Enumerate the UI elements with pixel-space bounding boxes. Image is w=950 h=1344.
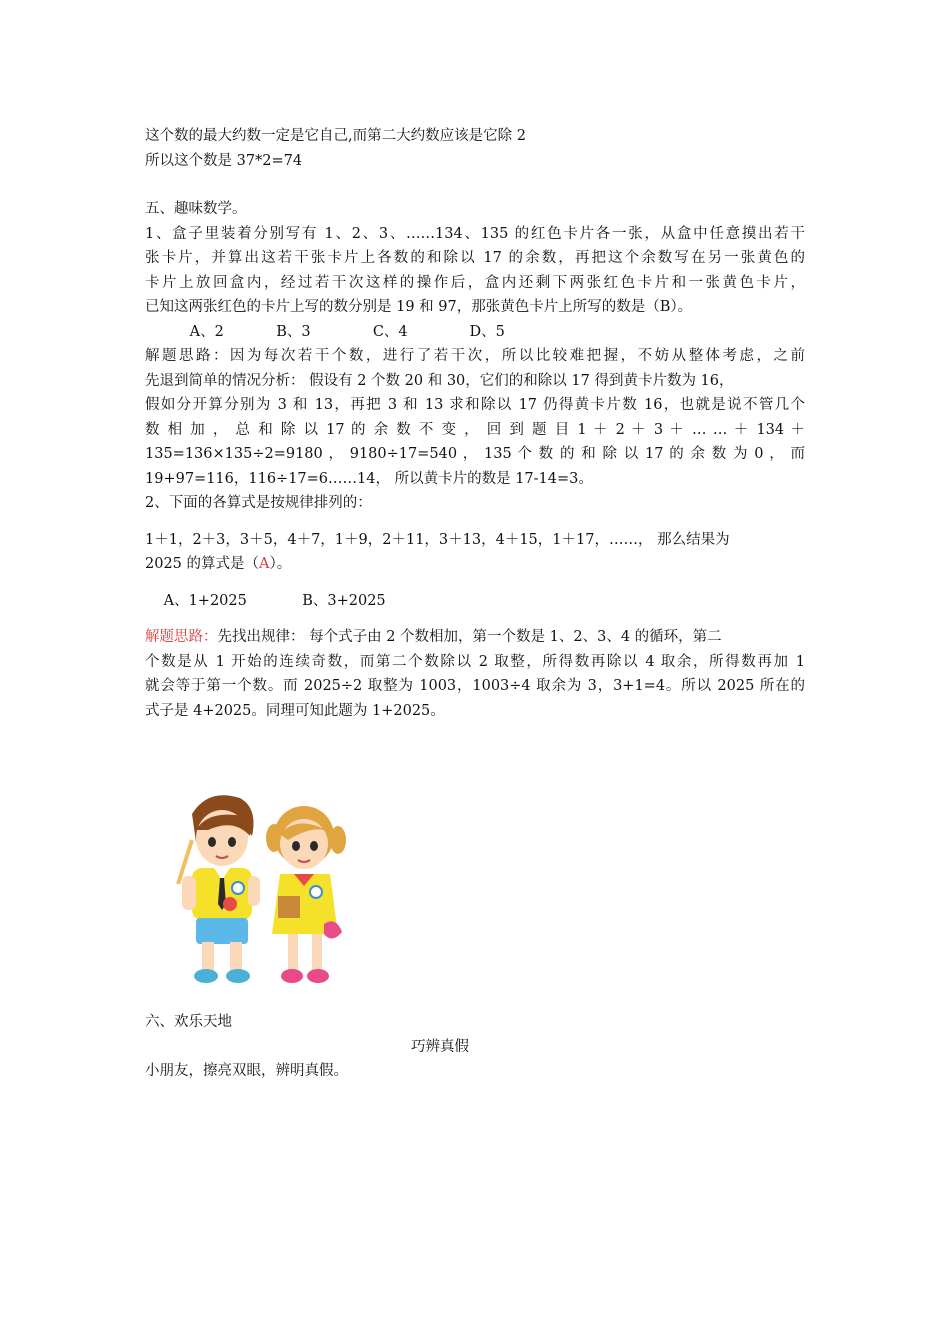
- text-line: 所以这个数是 37*2=74: [145, 152, 303, 169]
- solution-line: 假如分开算分别为 3 和 13，再把 3 和 13 求和除以 17 仍得黄卡片数 16，也就是说不管几个: [145, 397, 805, 413]
- section-title: 巧辨真假: [411, 1038, 469, 1055]
- option-c: C、4: [372, 323, 408, 340]
- solution-line: 19+97=116，116÷17=6……14， 所以黄卡片的数是 17-14=3。: [145, 470, 593, 487]
- answer-options: [145, 589, 805, 614]
- question-line: 1、盒子里装着分别写有 1、2、3、……134、135 的红色卡片各一张，从盒中任意摸出若干: [145, 225, 805, 242]
- option-d: D、5: [469, 323, 505, 340]
- section-heading: 六、欢乐天地: [145, 1014, 232, 1030]
- question-line: 卡片上放回盒内，经过若干次这样的操作后，盒内还剩下两张红色卡片和一张黄色卡片，: [145, 274, 805, 291]
- option-b: B、3+2025: [302, 592, 386, 609]
- solution-line: 先退到简单的情况分析： 假设有 2 个数 20 和 30，它们的和除以 17 得到黄卡片数为 16，: [145, 372, 734, 389]
- boy-figure: [178, 795, 260, 983]
- solution-line: 式子是 4+2025。同理可知此题为 1+2025。: [145, 702, 445, 719]
- option-a: A、1+2025: [163, 592, 247, 609]
- question-line: 张卡片，并算出这若干张卡片上各数的和除以 17 的余数，再把这个余数写在另一张黄色的: [145, 250, 805, 266]
- section-heading: 五、趣味数学。: [145, 201, 247, 217]
- solution-label: 解题思路：: [145, 629, 218, 645]
- answer-letter: A: [259, 556, 270, 572]
- solution-line: 135=136×135÷2=9180 ， 9180÷17=540 ， 135 个 数 的 和 除 以 17 的 余 数 为 0 ， 而: [145, 446, 805, 462]
- question-line: 已知这两张红色的卡片上写的数分别是 19 和 97，那张黄色卡片上所写的数是（B）。: [145, 299, 693, 315]
- option-b: B、3: [276, 323, 311, 340]
- solution-line: 个数是从 1 开始的连续奇数，而第二个数除以 2 取整，所得数再除以 4 取余，所得数再加 1: [145, 653, 805, 670]
- solution-line: 数 相 加 ， 总 和 除 以 17 的 余 数 不 变 ， 回 到 题 目 1 ＋ 2 ＋ 3 ＋ … … ＋ 134 ＋: [145, 421, 805, 438]
- text-line: 这个数的最大约数一定是它自己,而第二大约数应该是它除 2: [145, 128, 526, 144]
- sequence-line: 1＋1，2＋3，3＋5，4＋7，1＋9，2＋11，3＋13，4＋15，1＋17，……， 那么结果为: [145, 531, 730, 548]
- section-six: [145, 1010, 805, 1084]
- option-a: A、2: [189, 323, 224, 340]
- text-line: 小朋友，擦亮双眼，辨明真假。: [145, 1063, 348, 1079]
- solution-line: 就会等于第一个数。而 2025÷2 取整为 1003，1003÷4 取余为 3，3+1=4。所以 2025 所在的: [145, 678, 805, 694]
- solution-line: 解题思路：先找出规律： 每个式子由 2 个数相加，第一个数是 1、2、3、4 的循环，第二: [145, 629, 722, 645]
- sequence-line: 2025 的算式是（A）。: [145, 556, 292, 572]
- question-stem: 2、下面的各算式是按规律排列的：: [145, 495, 372, 511]
- answer-options: [145, 320, 805, 345]
- children-illustration: [148, 784, 360, 990]
- girl-figure: [266, 806, 346, 983]
- document-page: [145, 124, 805, 723]
- solution-line: 解题思路：因为每次若干个数，进行了若干次，所以比较难把握，不妨从整体考虑，之前: [145, 348, 805, 364]
